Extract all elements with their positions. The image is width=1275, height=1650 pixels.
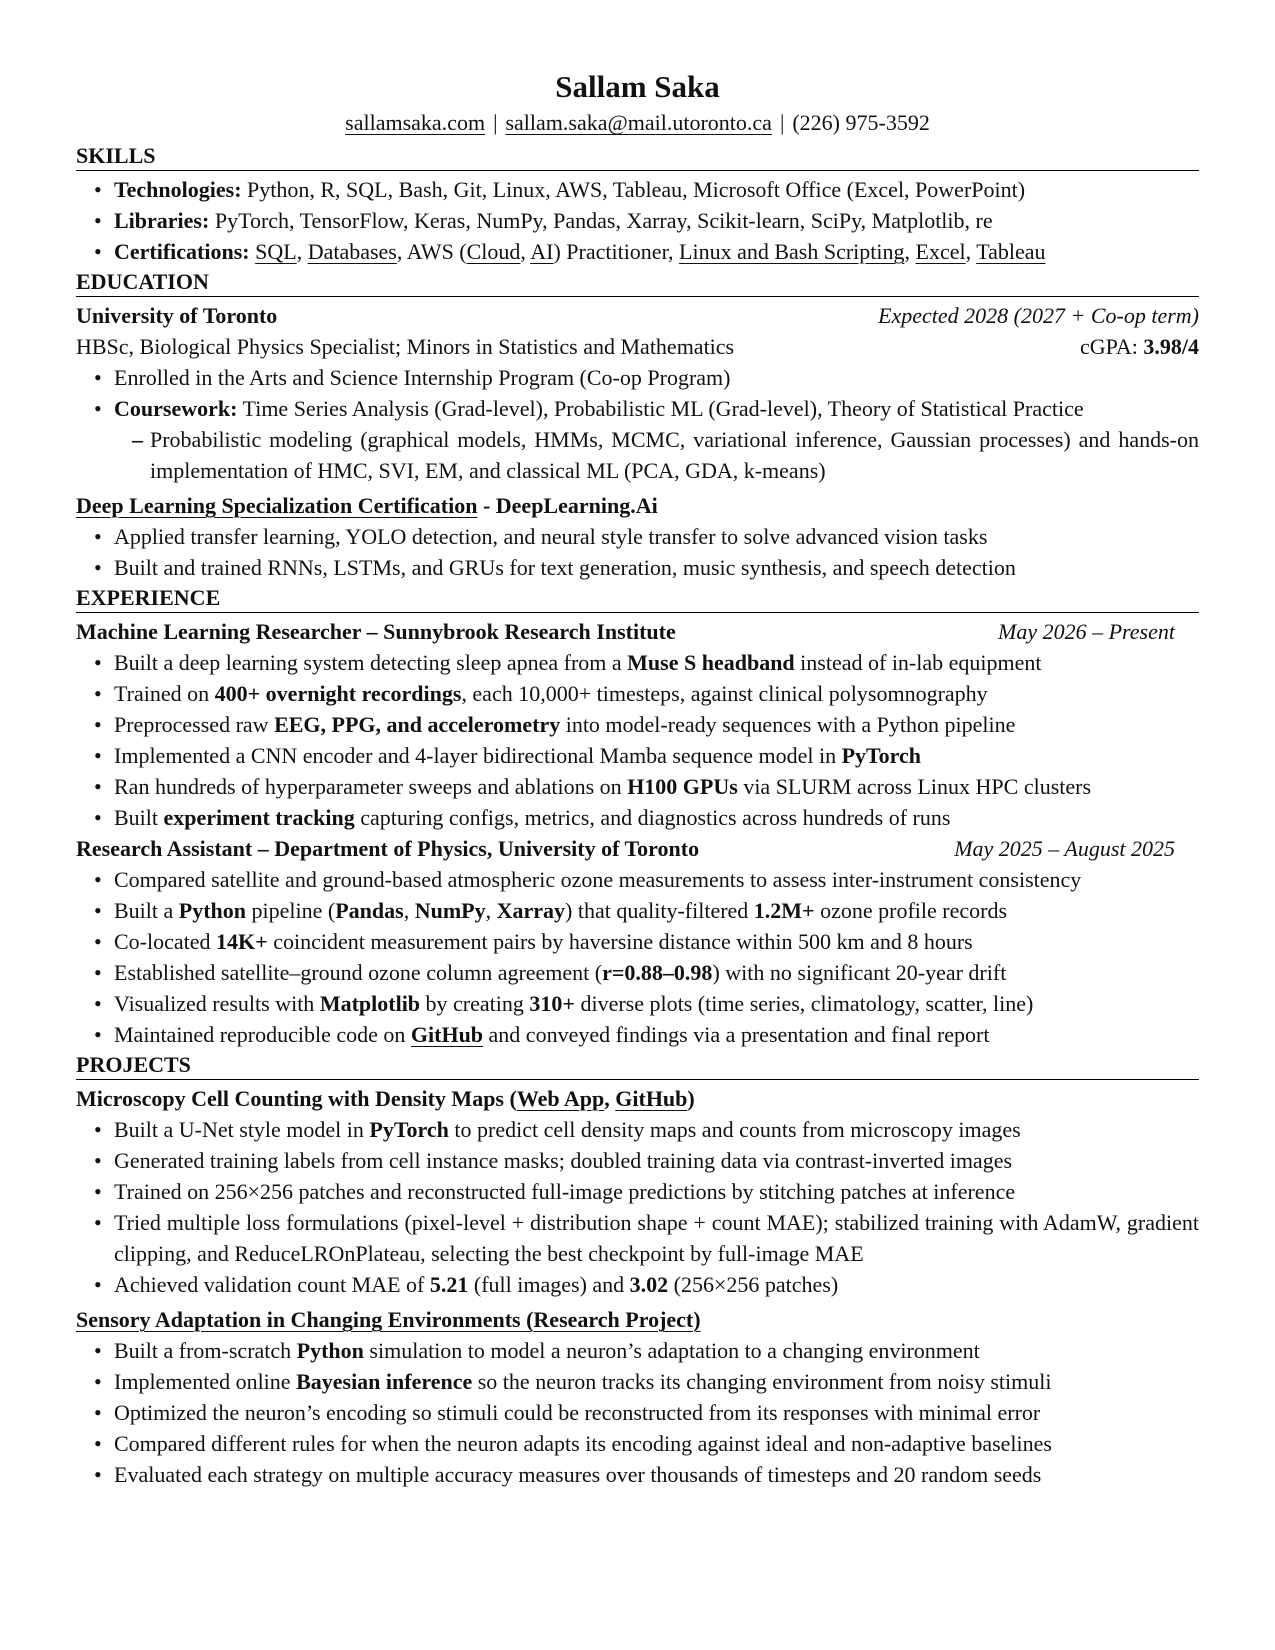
- text: Co-located: [114, 929, 217, 954]
- text: pipeline (: [246, 898, 336, 923]
- highlight: PyTorch: [841, 743, 922, 768]
- education-entry-header: [76, 300, 1199, 331]
- text: Built a from-scratch: [114, 1338, 297, 1363]
- certification-link[interactable]: Deep Learning Specialization Certification: [76, 493, 478, 518]
- list-item: [114, 205, 1199, 236]
- list-item: [114, 1019, 1199, 1050]
- cert-link-sql[interactable]: SQL: [255, 239, 297, 264]
- highlight: NumPy: [414, 898, 486, 923]
- list-item: [114, 802, 1199, 833]
- list-item: [114, 771, 1199, 802]
- text: ozone profile records: [814, 898, 1008, 923]
- list-item: [114, 647, 1199, 678]
- certification-entry-header: [76, 490, 1199, 521]
- text: and conveyed findings via a presentation and final report: [483, 1022, 990, 1047]
- contact-separator: |: [779, 110, 785, 135]
- skill-values: Python, R, SQL, Bash, Git, Linux, AWS, Tableau, Microsoft Office (Excel, PowerPoint): [247, 177, 1026, 202]
- text: (full images) and: [468, 1272, 630, 1297]
- gpa: [1080, 331, 1199, 362]
- degree-text: HBSc, Biological Physics Specialist; Minors in Statistics and Mathematics: [76, 334, 735, 359]
- list-item: [114, 895, 1199, 926]
- github-link[interactable]: GitHub: [615, 1086, 688, 1111]
- text: Implemented online: [114, 1369, 297, 1394]
- text: Built a: [114, 898, 179, 923]
- job-title: Machine Learning Researcher – Sunnybrook Research Institute: [76, 619, 676, 644]
- text: ,: [485, 898, 497, 923]
- education-bullets: [76, 362, 1199, 486]
- list-item: [114, 926, 1199, 957]
- list-item: [114, 678, 1199, 709]
- coursework-label: Coursework:: [114, 396, 238, 421]
- list-item: [114, 1269, 1199, 1300]
- text: Established satellite–ground ozone column agreement (: [114, 960, 603, 985]
- coursework-sublist: [114, 424, 1199, 486]
- highlight: Python: [178, 898, 247, 923]
- cert-link-excel[interactable]: Excel: [915, 239, 966, 264]
- highlight: 3.02: [629, 1272, 669, 1297]
- job-bullets: [76, 864, 1199, 1050]
- highlight: 14K+: [216, 929, 268, 954]
- job-header: [76, 833, 1199, 864]
- highlight: Python: [296, 1338, 364, 1363]
- section-heading-skills: SKILLS: [76, 141, 1199, 171]
- list-item: • Enrolled in the Arts and Science Internship Program (Co-op Program): [114, 362, 1199, 393]
- project-header: [76, 1083, 1199, 1114]
- text: Built a U-Net style model in: [114, 1117, 370, 1142]
- web-app-link[interactable]: Web App: [516, 1086, 605, 1111]
- highlight: 400+ overnight recordings: [214, 681, 462, 706]
- skill-label: Technologies:: [114, 177, 242, 202]
- list-item: • Tried multiple loss formulations (pixel-level + distribution shape + count MAE); stabilized training with AdamW, gradient clipping, and ReduceLROnPlateau, selecting the best checkpoint by full-image MAE: [114, 1207, 1199, 1269]
- certification-bullets: [76, 521, 1199, 583]
- contact-line: [76, 107, 1199, 138]
- text: instead of in-lab equipment: [794, 650, 1042, 675]
- text: Built a deep learning system detecting sleep apnea from a: [114, 650, 628, 675]
- job-header: [76, 616, 1199, 647]
- list-item: • Compared different rules for when the neuron adapts its encoding against ideal and non-adaptive baselines: [114, 1428, 1199, 1459]
- text: ) that quality-filtered: [565, 898, 754, 923]
- project-bullets: [76, 1114, 1199, 1300]
- text: , each 10,000+ timesteps, against clinical polysomnography: [461, 681, 988, 706]
- highlight: 5.21: [429, 1272, 469, 1297]
- text: so the neuron tracks its changing environment from noisy stimuli: [472, 1369, 1052, 1394]
- highlight: Muse S headband: [627, 650, 795, 675]
- list-item: [114, 393, 1199, 486]
- list-item: • Certifications: SQL, Databases, AWS (Cloud, AI) Practitioner, Linux and Bash Scripting, Excel, Tableau: [114, 236, 1199, 267]
- text: capturing configs, metrics, and diagnostics across hundreds of runs: [354, 805, 951, 830]
- text: Trained on: [114, 681, 215, 706]
- highlight: EEG, PPG, and accelerometry: [274, 712, 561, 737]
- list-item: [114, 174, 1199, 205]
- list-item: [114, 740, 1199, 771]
- cert-text: ) Practitioner: [553, 239, 669, 264]
- highlight: Pandas: [335, 898, 404, 923]
- job-bullets: [76, 647, 1199, 833]
- website-link[interactable]: sallamsaka.com: [345, 110, 486, 135]
- list-item: • Applied transfer learning, YOLO detection, and neural style transfer to solve advanced vision tasks: [114, 521, 1199, 552]
- gpa-value: 3.98/4: [1143, 334, 1199, 359]
- list-item: • Optimized the neuron’s encoding so stimuli could be reconstructed from its responses with minimal error: [114, 1397, 1199, 1428]
- list-item: [114, 1114, 1199, 1145]
- gpa-label: cGPA:: [1080, 334, 1138, 359]
- text: simulation to model a neuron’s adaptation to a changing environment: [363, 1338, 980, 1363]
- text: Built: [114, 805, 164, 830]
- text: Visualized results with: [114, 991, 320, 1016]
- list-item: • Trained on 256×256 patches and reconstructed full-image predictions by stitching patches at inference: [114, 1176, 1199, 1207]
- coursework-values: Time Series Analysis (Grad-level), Probabilistic ML (Grad-level), Theory of Statistical Practice: [242, 396, 1084, 421]
- skill-values: PyTorch, TensorFlow, Keras, NumPy, Pandas, Xarray, Scikit-learn, SciPy, Matplotlib, re: [214, 208, 993, 233]
- highlight: Matplotlib: [319, 991, 421, 1016]
- text: ,: [604, 1086, 616, 1111]
- text: by creating: [420, 991, 530, 1016]
- job-title: Research Assistant – Department of Physics, University of Toronto: [76, 836, 700, 861]
- cert-text: AWS (: [406, 239, 467, 264]
- text: ) with no significant 20-year drift: [712, 960, 1007, 985]
- text: Preprocessed raw: [114, 712, 275, 737]
- job-date: May 2025 – August 2025: [954, 836, 1175, 861]
- job-date: May 2026 – Present: [998, 619, 1175, 644]
- text: ): [687, 1086, 695, 1111]
- list-item: [114, 1335, 1199, 1366]
- highlight: 310+: [529, 991, 575, 1016]
- text: via SLURM across Linux HPC clusters: [737, 774, 1092, 799]
- highlight: r=0.88–0.98: [602, 960, 713, 985]
- text: Implemented a CNN encoder and 4-layer bidirectional Mamba sequence model in: [114, 743, 842, 768]
- text: Achieved validation count MAE of: [114, 1272, 430, 1297]
- text: Maintained reproducible code on: [114, 1022, 411, 1047]
- text: to predict cell density maps and counts from microscopy images: [448, 1117, 1021, 1142]
- section-heading-education: EDUCATION: [76, 267, 1199, 297]
- list-item: • Evaluated each strategy on multiple accuracy measures over thousands of timesteps and 20 random seeds: [114, 1459, 1199, 1490]
- school-date: Expected 2028 (2027 + Co-op term): [878, 303, 1199, 328]
- highlight: H100 GPUs: [627, 774, 738, 799]
- degree-row: [76, 331, 1199, 362]
- highlight: PyTorch: [369, 1117, 449, 1142]
- text: (256×256 patches): [668, 1272, 839, 1297]
- highlight: 1.2M+: [753, 898, 815, 923]
- cert-link-ai[interactable]: AI: [530, 239, 554, 264]
- certification-provider: - DeepLearning.Ai: [477, 493, 658, 518]
- skills-list: [76, 174, 1199, 267]
- highlight: Bayesian inference: [296, 1369, 473, 1394]
- school-name: University of Toronto: [76, 303, 278, 328]
- list-item: [114, 988, 1199, 1019]
- text: Ran hundreds of hyperparameter sweeps and ablations on: [114, 774, 628, 799]
- list-item: [114, 709, 1199, 740]
- project-header: [76, 1304, 1199, 1335]
- cert-link-linux[interactable]: Linux and Bash Scripting: [679, 239, 905, 264]
- sub-list-item: – Probabilistic modeling (graphical models, HMMs, MCMC, variational inference, Gaussian processes) and hands-on implementation of HMC, SVI, EM, and classical ML (PCA, GDA, k-means): [150, 424, 1199, 486]
- list-item: [114, 957, 1199, 988]
- candidate-name: Sallam Saka: [555, 69, 720, 104]
- list-item: • Generated training labels from cell instance masks; doubled training data via contrast-inverted images: [114, 1145, 1199, 1176]
- cert-link-databases[interactable]: Databases: [307, 239, 397, 264]
- highlight: Xarray: [496, 898, 566, 923]
- project-title-link[interactable]: Sensory Adaptation in Changing Environments (Research Project): [76, 1307, 701, 1332]
- list-item: [114, 1366, 1199, 1397]
- project-bullets: [76, 1335, 1199, 1490]
- highlight: experiment tracking: [163, 805, 355, 830]
- list-item: • Compared satellite and ground-based atmospheric ozone measurements to assess inter-instrument consistency: [114, 864, 1199, 895]
- skill-label: Certifications:: [114, 239, 250, 264]
- list-item: • Built and trained RNNs, LSTMs, and GRUs for text generation, music synthesis, and speech detection: [114, 552, 1199, 583]
- cert-link-tableau[interactable]: Tableau: [976, 239, 1046, 264]
- cert-link-cloud[interactable]: Cloud: [466, 239, 521, 264]
- text: into model-ready sequences with a Python pipeline: [560, 712, 1016, 737]
- github-link[interactable]: GitHub: [410, 1022, 484, 1047]
- project-title: Microscopy Cell Counting with Density Maps (: [76, 1086, 517, 1111]
- section-heading-experience: EXPERIENCE: [76, 583, 1199, 613]
- section-heading-projects: PROJECTS: [76, 1050, 1199, 1080]
- skill-label: Libraries:: [114, 208, 210, 233]
- text: ,: [403, 898, 415, 923]
- text: coincident measurement pairs by haversine distance within 500 km and 8 hours: [267, 929, 973, 954]
- text: diverse plots (time series, climatology, scatter, line): [574, 991, 1034, 1016]
- phone-number: (226) 975-3592: [792, 110, 930, 135]
- contact-separator: |: [493, 110, 498, 135]
- email-link[interactable]: sallam.saka@mail.utoronto.ca: [505, 110, 772, 135]
